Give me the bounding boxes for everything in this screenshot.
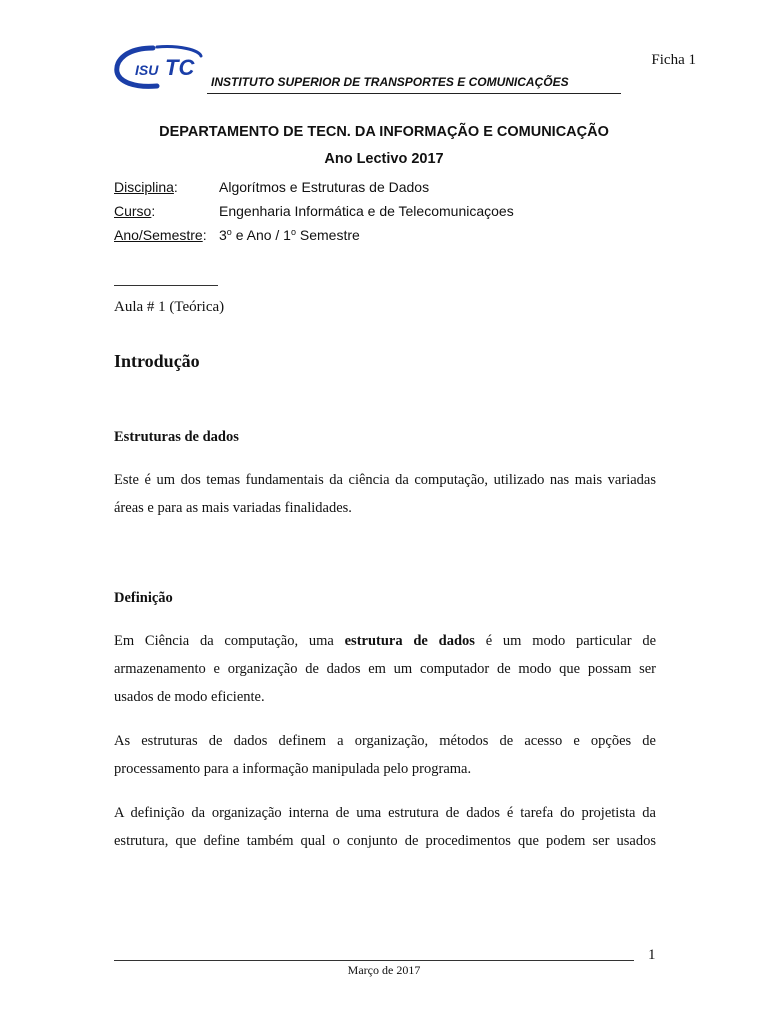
logo-isu-text: ISU [135, 62, 159, 78]
year-semester-label: Ano/Semestre: [114, 227, 207, 243]
paragraph-2: Em Ciência da computação, uma estrutura de dados é um modo particular de armazenamento e organização de dados em um computador de modo que possam ser usados de modo eficiente. [114, 633, 657, 705]
paragraph-3: As estruturas de dados definem a organização, métodos de acesso e opções de processamento para a informação manipulada pelo programa. [114, 733, 656, 777]
definition-heading: Definição [114, 590, 173, 606]
course-value: Engenharia Informática e de Telecomunicaçoes [219, 203, 514, 219]
page-number: 1 [648, 947, 656, 963]
department-title: DEPARTAMENTO DE TECN. DA INFORMAÇÃO E COMUNICAÇÃO [159, 124, 609, 140]
header-rule [207, 93, 621, 94]
footer-rule [114, 960, 634, 961]
academic-year: Ano Lectivo 2017 [324, 151, 444, 167]
paragraph-1: Este é um dos temas fundamentais da ciência da computação, utilizado nas mais variadas áreas e para as mais variadas finalidades. [114, 472, 656, 516]
isutc-logo [113, 42, 209, 92]
discipline-value: Algorítmos e Estruturas de Dados [219, 179, 430, 195]
year-semester-value: 3$^o$ e Ano / 1$^o$ Semestre [219, 227, 360, 243]
bold-term: estrutura de dados [344, 633, 475, 649]
separator-line [114, 285, 218, 286]
logo-tc-text: TC [165, 55, 195, 80]
data-structures-heading: Estruturas de dados [114, 429, 239, 445]
paragraph-4: A definição da organização interna de uma estrutura de dados é tarefa do projetista da estrutura, que define também qual o conjunto de procedimentos que podem ser usados [114, 805, 656, 849]
lesson-label: Aula # 1 (Teórica) [114, 299, 225, 315]
course-label: Curso: [114, 203, 156, 219]
institute-name: INSTITUTO SUPERIOR DE TRANSPORTES E COMUNICAÇÕES [211, 75, 569, 89]
footer-date: Março de 2017 [347, 963, 421, 977]
sheet-number: Ficha 1 [651, 52, 696, 68]
discipline-label: Disciplina: [114, 179, 178, 195]
intro-heading: Introdução [114, 351, 200, 371]
